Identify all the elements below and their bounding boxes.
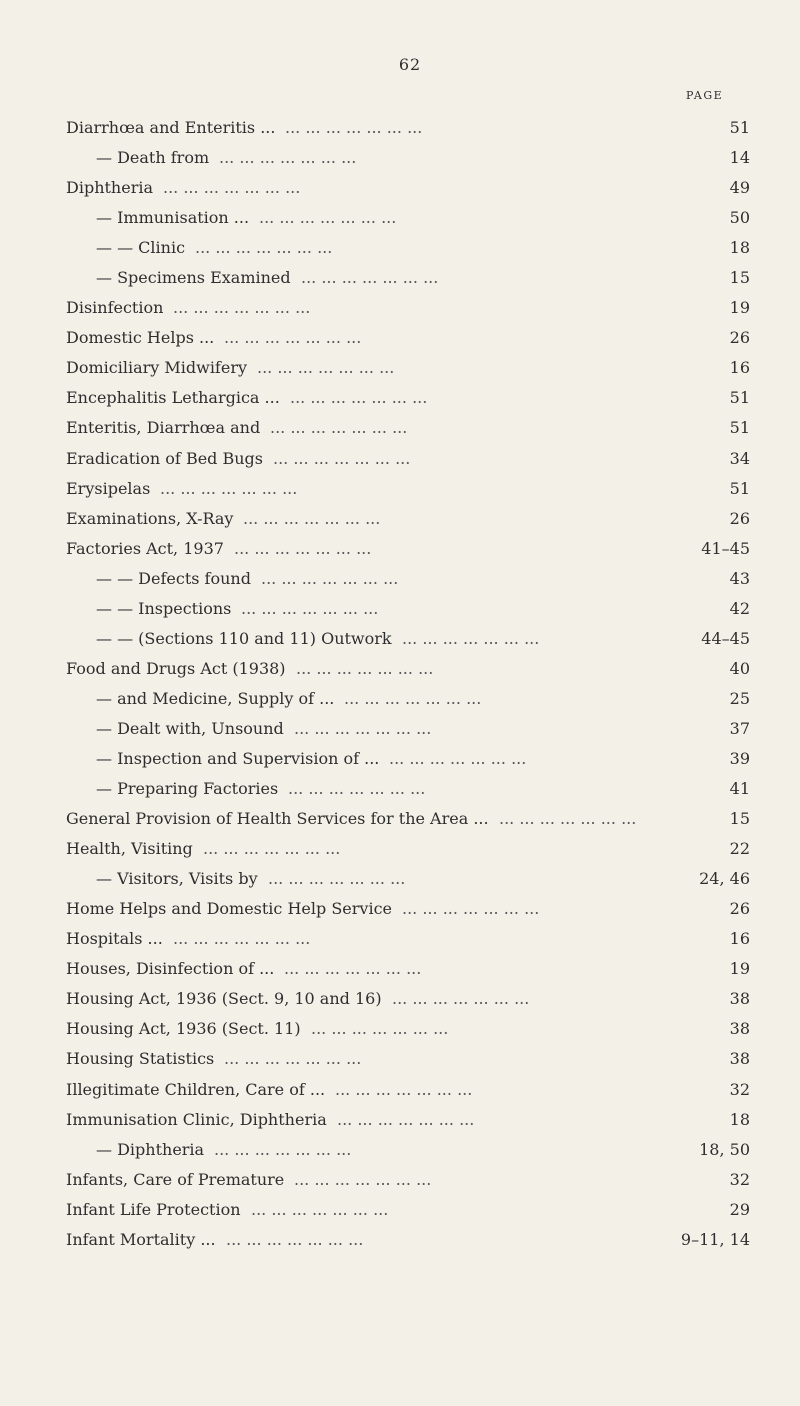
- dot-leader: ... ... ... ... ... ... ...: [261, 568, 399, 588]
- dot-leader: ... ... ... ... ... ... ...: [402, 899, 540, 919]
- index-entry-text: — Death from: [96, 143, 215, 173]
- dot-leader: ... ... ... ... ... ... ...: [251, 1199, 389, 1219]
- index-entry-text: Erysipelas: [66, 474, 156, 504]
- index-entry-page: 18, 50: [699, 1139, 750, 1159]
- dot-leader: ... ... ... ... ... ... ...: [257, 358, 395, 378]
- index-entry-page: 41: [729, 779, 750, 799]
- index-entry-page: 14: [729, 148, 750, 168]
- index-entry-text: Infants, Care of Premature: [66, 1165, 290, 1195]
- index-entry: [0, 444, 800, 474]
- dot-leader: ... ... ... ... ... ... ...: [234, 538, 372, 558]
- index-entry-page: 26: [729, 508, 750, 528]
- index-entry: [0, 1165, 800, 1195]
- index-entry: [0, 1195, 800, 1225]
- dot-leader: ... ... ... ... ... ... ...: [335, 1079, 473, 1099]
- index-entry: [0, 504, 800, 534]
- index-entry: [0, 684, 800, 714]
- index-entry-text: — and Medicine, Supply of ...: [96, 684, 340, 714]
- index-entry: [0, 864, 800, 894]
- index-entry-text: Disinfection: [66, 293, 169, 323]
- index-entry-page: 18: [729, 1109, 750, 1129]
- index-entry-page: 34: [729, 448, 750, 468]
- index-entry-text: — Preparing Factories: [96, 774, 284, 804]
- index-entry-text: Housing Act, 1936 (Sect. 11): [66, 1014, 307, 1044]
- index-entry-text: Infant Life Protection: [66, 1195, 247, 1225]
- index-entry: [0, 564, 800, 594]
- index-entry-page: 39: [729, 748, 750, 768]
- index-entry: [0, 474, 800, 504]
- index-entry: [0, 293, 800, 323]
- page-number: 62: [398, 55, 422, 74]
- index-entry-text: Houses, Disinfection of ...: [66, 954, 280, 984]
- index-entry-page: 49: [729, 178, 750, 198]
- dot-leader: ... ... ... ... ... ... ...: [259, 208, 397, 228]
- index-entry-page: 51: [729, 388, 750, 408]
- index-entry-page: 38: [729, 989, 750, 1009]
- index-entry-page: 24, 46: [699, 869, 750, 889]
- index-entry: [0, 173, 800, 203]
- index-entry: [0, 113, 800, 143]
- index-entry-page: 43: [729, 568, 750, 588]
- index-entry-text: — Diphtheria: [96, 1135, 210, 1165]
- dot-leader: ... ... ... ... ... ... ...: [311, 1019, 449, 1039]
- index-entry-page: 51: [729, 118, 750, 137]
- index-entry-page: 16: [729, 358, 750, 378]
- index-entry-text: Diarrhœa and Enteritis ...: [66, 113, 281, 143]
- index-entry: [0, 143, 800, 173]
- index-entry-text: Housing Statistics: [66, 1044, 220, 1074]
- page-column-label: PAGE: [686, 89, 724, 102]
- index-entry: [0, 1225, 800, 1255]
- index-entry-page: 15: [729, 809, 750, 829]
- dot-leader: ... ... ... ... ... ... ...: [294, 718, 432, 738]
- index-entry-page: 50: [729, 208, 750, 228]
- dot-leader: ... ... ... ... ... ... ...: [203, 839, 341, 859]
- index-entry-page: 32: [729, 1079, 750, 1099]
- index-entry: [0, 804, 800, 834]
- index-entry-text: Health, Visiting: [66, 834, 199, 864]
- index-entry-page: 26: [729, 328, 750, 348]
- dot-leader: ... ... ... ... ... ... ...: [226, 1229, 364, 1249]
- index-entry: [0, 924, 800, 954]
- dot-leader: ... ... ... ... ... ... ...: [268, 869, 406, 889]
- index-entry-text: Home Helps and Domestic Help Service: [66, 894, 398, 924]
- index-entry-page: 26: [729, 899, 750, 919]
- index-entry-text: Domiciliary Midwifery: [66, 353, 253, 383]
- index-entry: [0, 413, 800, 443]
- index-entry-page: 38: [729, 1049, 750, 1069]
- index-entry: [0, 714, 800, 744]
- index-entry-page: 32: [729, 1169, 750, 1189]
- index-entry: [0, 233, 800, 263]
- index-entry-page: 25: [729, 688, 750, 708]
- index-entry-text: Enteritis, Diarrhœa and: [66, 413, 266, 443]
- index-entry-page: 22: [729, 839, 750, 859]
- index-entry: [0, 1044, 800, 1074]
- index-entry-text: Eradication of Bed Bugs: [66, 444, 269, 474]
- dot-leader: ... ... ... ... ... ... ...: [163, 178, 301, 198]
- index-entry-text: Housing Act, 1936 (Sect. 9, 10 and 16): [66, 984, 388, 1014]
- index-entry-text: Food and Drugs Act (1938): [66, 654, 292, 684]
- index-entry-text: — Immunisation ...: [96, 203, 255, 233]
- index-entry-text: Hospitals ...: [66, 924, 169, 954]
- index-entry-page: 16: [729, 929, 750, 949]
- index-entry-text: — Dealt with, Unsound: [96, 714, 290, 744]
- index-list: [0, 113, 800, 1255]
- dot-leader: ... ... ... ... ... ... ...: [294, 1169, 432, 1189]
- index-entry: [0, 624, 800, 654]
- dot-leader: ... ... ... ... ... ... ...: [284, 959, 422, 979]
- index-entry-text: Infant Mortality ...: [66, 1225, 222, 1255]
- dot-leader: ... ... ... ... ... ... ...: [224, 328, 362, 348]
- index-entry-text: Illegitimate Children, Care of ...: [66, 1075, 331, 1105]
- index-entry-text: — Specimens Examined: [96, 263, 297, 293]
- dot-leader: ... ... ... ... ... ... ...: [402, 628, 540, 648]
- dot-leader: ... ... ... ... ... ... ...: [389, 748, 527, 768]
- index-entry-text: — Inspection and Supervision of ...: [96, 744, 385, 774]
- index-entry-text: Domestic Helps ...: [66, 323, 220, 353]
- dot-leader: ... ... ... ... ... ... ...: [270, 418, 408, 438]
- index-entry-text: — — Defects found: [96, 564, 257, 594]
- dot-leader: ... ... ... ... ... ... ...: [392, 989, 530, 1009]
- dot-leader: ... ... ... ... ... ... ...: [173, 929, 311, 949]
- index-entry-text: Immunisation Clinic, Diphtheria: [66, 1105, 333, 1135]
- dot-leader: ... ... ... ... ... ... ...: [219, 148, 357, 168]
- index-entry-text: Diphtheria: [66, 173, 159, 203]
- index-entry: [0, 353, 800, 383]
- dot-leader: ... ... ... ... ... ... ...: [173, 298, 311, 318]
- index-entry: [0, 1075, 800, 1105]
- index-entry-page: 51: [729, 478, 750, 498]
- dot-leader: ... ... ... ... ... ... ...: [290, 388, 428, 408]
- dot-leader: ... ... ... ... ... ... ...: [344, 688, 482, 708]
- index-entry-text: Encephalitis Lethargica ...: [66, 383, 286, 413]
- dot-leader: ... ... ... ... ... ... ...: [214, 1139, 352, 1159]
- index-entry-page: 19: [729, 959, 750, 979]
- index-entry: [0, 1105, 800, 1135]
- index-entry-text: — — Clinic: [96, 233, 191, 263]
- dot-leader: ... ... ... ... ... ... ...: [288, 779, 426, 799]
- index-entry-text: — — Inspections: [96, 594, 237, 624]
- index-entry-text: Examinations, X-Ray: [66, 504, 239, 534]
- index-entry-page: 18: [729, 238, 750, 258]
- index-entry: [0, 383, 800, 413]
- index-entry: [0, 894, 800, 924]
- index-entry: [0, 984, 800, 1014]
- index-entry: [0, 263, 800, 293]
- dot-leader: ... ... ... ... ... ... ...: [296, 658, 434, 678]
- index-entry-page: 19: [729, 298, 750, 318]
- index-entry-text: General Provision of Health Services for the Area ...: [66, 804, 495, 834]
- dot-leader: ... ... ... ... ... ... ...: [273, 448, 411, 468]
- index-entry-text: — — (Sections 110 and 11) Outwork: [96, 624, 398, 654]
- index-entry-page: 37: [729, 718, 750, 738]
- index-entry-page: 15: [729, 268, 750, 288]
- dot-leader: ... ... ... ... ... ... ...: [224, 1049, 362, 1069]
- index-entry: [0, 774, 800, 804]
- index-entry-page: 38: [729, 1019, 750, 1039]
- index-entry-page: 51: [729, 418, 750, 438]
- index-entry: [0, 834, 800, 864]
- index-entry: [0, 1135, 800, 1165]
- index-entry: [0, 594, 800, 624]
- index-entry-page: 9–11, 14: [680, 1229, 750, 1249]
- dot-leader: ... ... ... ... ... ... ...: [301, 268, 439, 288]
- index-entry-page: 41–45: [701, 538, 750, 558]
- index-entry-page: 29: [729, 1199, 750, 1219]
- index-entry: [0, 654, 800, 684]
- index-entry: [0, 954, 800, 984]
- index-entry-text: Factories Act, 1937: [66, 534, 230, 564]
- dot-leader: ... ... ... ... ... ... ...: [337, 1109, 475, 1129]
- index-entry: [0, 1014, 800, 1044]
- index-entry-page: 42: [729, 598, 750, 618]
- index-entry: [0, 744, 800, 774]
- index-entry: [0, 323, 800, 353]
- dot-leader: ... ... ... ... ... ... ...: [195, 238, 333, 258]
- index-entry-page: 40: [729, 658, 750, 678]
- index-entry: [0, 203, 800, 233]
- dot-leader: ... ... ... ... ... ... ...: [241, 598, 379, 618]
- dot-leader: ... ... ... ... ... ... ...: [499, 809, 637, 829]
- dot-leader: ... ... ... ... ... ... ...: [285, 118, 423, 137]
- index-entry-text: — Visitors, Visits by: [96, 864, 264, 894]
- dot-leader: ... ... ... ... ... ... ...: [243, 508, 381, 528]
- index-entry-page: 44–45: [701, 628, 750, 648]
- dot-leader: ... ... ... ... ... ... ...: [160, 478, 298, 498]
- index-entry: [0, 534, 800, 564]
